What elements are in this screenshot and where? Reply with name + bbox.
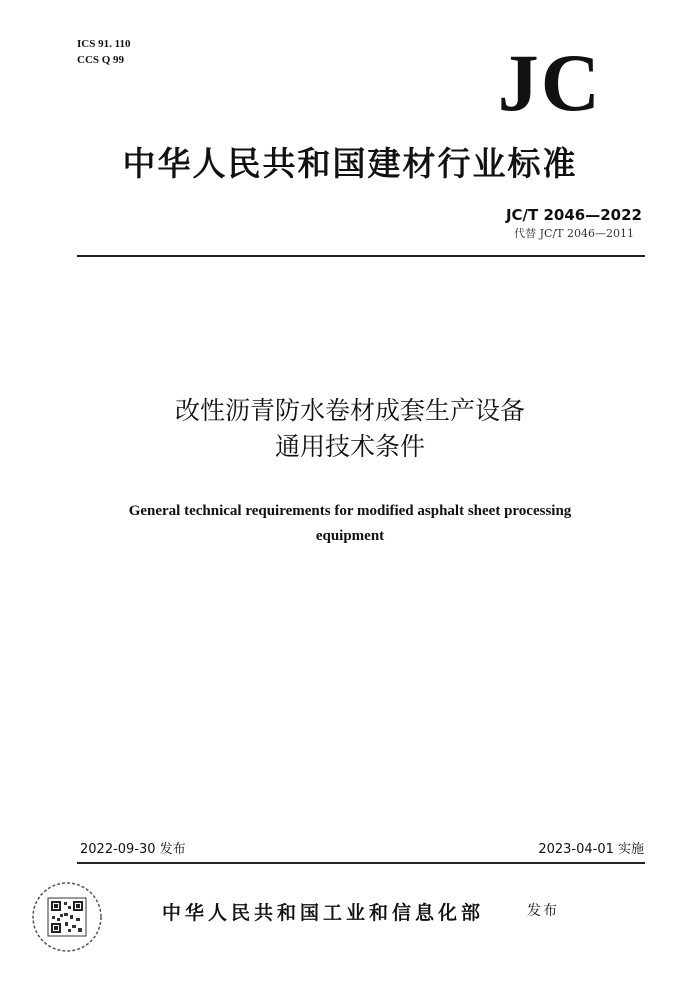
qr-seal-icon xyxy=(30,880,104,954)
title-en-line2: equipment xyxy=(315,528,385,544)
title-en-line1: General technical requirements for modified asphalt sheet processing xyxy=(128,503,572,519)
title-zh-line2: 通用技术条件 xyxy=(274,432,425,461)
implementation-date: 2023-04-01 实施 xyxy=(538,842,644,857)
replaces-standard: 代替 JC/T 2046—2011 xyxy=(514,227,634,240)
jc-logo: JC xyxy=(497,37,602,128)
ccs-code: CCS Q 99 xyxy=(77,54,125,66)
header-divider xyxy=(77,255,645,257)
issue-date: 2022-09-30 发布 xyxy=(80,842,186,857)
classification-codes xyxy=(77,36,131,68)
title-zh-line1: 改性沥青防水卷材成套生产设备 xyxy=(174,396,525,425)
issuing-authority: 中华人民共和国工业和信息化部 xyxy=(162,902,485,924)
issuer-suffix: 发布 xyxy=(527,903,559,919)
standard-number: JC/T 2046—2022 xyxy=(505,206,642,224)
standard-category-title: 中华人民共和国建材行业标准 xyxy=(122,144,578,183)
footer-divider xyxy=(77,862,645,864)
ics-code: ICS 91. 110 xyxy=(77,38,131,50)
